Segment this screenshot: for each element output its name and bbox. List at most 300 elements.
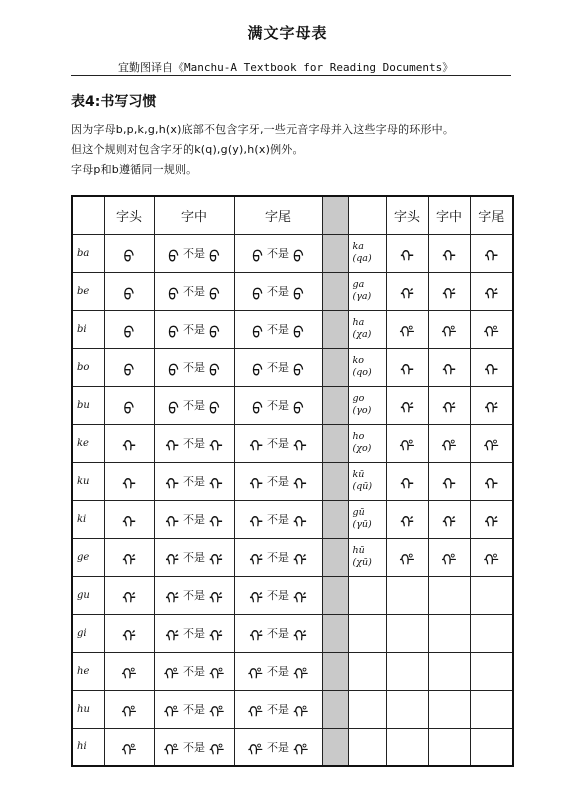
- manchu-glyph: ᡥ: [399, 323, 415, 342]
- not-label: 不是: [183, 513, 205, 526]
- medial-form: [154, 386, 234, 424]
- manchu-glyph: ᠪ: [168, 247, 179, 266]
- manchu-glyph: ᠪ: [209, 247, 220, 266]
- empty-cell: [428, 728, 470, 766]
- manchu-glyph: ᡥ: [163, 665, 179, 684]
- latin-label: [348, 538, 386, 576]
- latin-label: be: [72, 272, 104, 310]
- manchu-glyph: ᠪ: [293, 361, 304, 380]
- not-label: 不是: [267, 285, 289, 298]
- table-row: [72, 386, 513, 424]
- manchu-glyph: ᠪ: [293, 323, 304, 342]
- final-form: [470, 272, 513, 310]
- final-form: [234, 462, 322, 500]
- manchu-glyph: ᡤ: [249, 589, 263, 608]
- latin-main: go: [352, 393, 365, 404]
- empty-cell: [470, 728, 513, 766]
- manchu-glyph: ᡴ: [293, 437, 307, 456]
- not-label: 不是: [267, 513, 289, 526]
- gap-column: [322, 424, 348, 462]
- manchu-glyph: ᡴ: [400, 475, 414, 494]
- table-header-row: [72, 196, 513, 234]
- medial-form: [428, 500, 470, 538]
- latin-main: kū: [352, 469, 365, 480]
- initial-form: [104, 272, 154, 310]
- latin-label: ki: [72, 500, 104, 538]
- medial-comparison: [155, 581, 234, 609]
- not-label: 不是: [267, 589, 289, 602]
- manchu-glyph: ᡴ: [165, 475, 179, 494]
- not-label: 不是: [183, 285, 205, 298]
- final-comparison: [235, 239, 322, 267]
- latin-alt: (χo): [352, 443, 372, 454]
- header-medial-right: 字中: [428, 196, 470, 234]
- medial-comparison: [155, 429, 234, 457]
- manchu-glyph: ᠪ: [209, 399, 220, 418]
- latin-label: [348, 424, 386, 462]
- manchu-glyph: ᠪ: [123, 247, 135, 266]
- manchu-glyph: ᡥ: [293, 703, 309, 722]
- manchu-glyph: ᠪ: [252, 323, 263, 342]
- manchu-glyph: ᠪ: [168, 399, 179, 418]
- gap-column: [322, 234, 348, 272]
- not-label: 不是: [183, 589, 205, 602]
- manchu-glyph: ᡤ: [122, 551, 136, 570]
- manchu-glyph: ᡴ: [249, 437, 263, 456]
- final-form: [234, 272, 322, 310]
- header-medial-left: 字中: [154, 196, 234, 234]
- medial-comparison: [155, 467, 234, 495]
- manchu-glyph: ᠪ: [123, 399, 135, 418]
- empty-cell: [428, 690, 470, 728]
- final-comparison: [235, 277, 322, 305]
- manchu-glyph: ᡴ: [122, 475, 136, 494]
- manchu-glyph: ᡥ: [209, 740, 225, 760]
- manchu-glyph: ᡤ: [293, 551, 307, 570]
- not-label: 不是: [183, 247, 205, 260]
- medial-form: [154, 652, 234, 690]
- latin-main: hū: [352, 545, 365, 556]
- manchu-glyph: ᡥ: [121, 703, 137, 722]
- final-comparison: [235, 581, 322, 609]
- manchu-glyph: ᠪ: [293, 399, 304, 418]
- manchu-glyph: ᡴ: [209, 437, 223, 456]
- final-form: [470, 234, 513, 272]
- manchu-glyph: ᡥ: [247, 665, 263, 684]
- medial-comparison: [155, 315, 234, 343]
- empty-cell: [386, 614, 428, 652]
- final-form: [470, 424, 513, 462]
- empty-cell: [386, 728, 428, 766]
- manchu-glyph: ᡤ: [293, 589, 307, 608]
- manchu-glyph: ᡤ: [484, 399, 499, 418]
- manchu-glyph: ᡴ: [122, 513, 136, 532]
- empty-cell: [470, 614, 513, 652]
- medial-form: [154, 310, 234, 348]
- medial-form: [154, 234, 234, 272]
- manchu-glyph: ᡤ: [400, 285, 414, 304]
- manchu-glyph: ᡴ: [293, 475, 307, 494]
- manchu-glyph: ᡴ: [249, 475, 263, 494]
- initial-form: [386, 234, 428, 272]
- latin-label: he: [72, 652, 104, 690]
- latin-alt: (γo): [352, 405, 372, 416]
- manchu-glyph: ᠪ: [209, 285, 220, 304]
- latin-main: ga: [352, 279, 365, 290]
- latin-alt: (qū): [352, 481, 373, 492]
- medial-form: [428, 348, 470, 386]
- final-comparison: [235, 391, 322, 419]
- gap-column: [322, 728, 348, 766]
- final-comparison: [235, 543, 322, 571]
- medial-comparison: [155, 657, 234, 685]
- final-form: [470, 500, 513, 538]
- table-row: [72, 348, 513, 386]
- empty-cell: [470, 576, 513, 614]
- initial-form: [104, 728, 154, 766]
- gap-column: [322, 348, 348, 386]
- latin-main: ka: [352, 241, 364, 252]
- page-title: 满文字母表: [247, 24, 328, 42]
- gap-column: [322, 310, 348, 348]
- manchu-glyph: ᡤ: [165, 551, 179, 570]
- medial-comparison: [155, 695, 234, 723]
- medial-comparison: [155, 505, 234, 533]
- not-label: 不是: [267, 665, 289, 678]
- manchu-glyph: ᡤ: [165, 627, 179, 646]
- latin-alt: (χū): [352, 557, 372, 568]
- initial-form: [386, 462, 428, 500]
- manchu-glyph: ᡤ: [122, 627, 136, 646]
- initial-form: [104, 500, 154, 538]
- latin-label: bu: [72, 386, 104, 424]
- gap-column: [322, 538, 348, 576]
- not-label: 不是: [183, 703, 205, 716]
- gap-column: [322, 272, 348, 310]
- initial-form: [386, 500, 428, 538]
- latin-label: bo: [72, 348, 104, 386]
- manchu-glyph: ᡥ: [209, 703, 225, 722]
- latin-alt: (qo): [352, 367, 372, 378]
- medial-form: [154, 728, 234, 766]
- manchu-glyph: ᡴ: [442, 475, 456, 494]
- latin-label: [348, 386, 386, 424]
- latin-label: bi: [72, 310, 104, 348]
- header-divider: [71, 75, 511, 76]
- not-label: 不是: [183, 665, 205, 678]
- latin-label: hu: [72, 690, 104, 728]
- manchu-glyph: ᡤ: [442, 399, 456, 418]
- medial-form: [154, 690, 234, 728]
- manchu-glyph: ᡤ: [484, 513, 499, 532]
- not-label: 不是: [267, 627, 289, 640]
- header-final-left: 字尾: [234, 196, 322, 234]
- latin-label: [348, 462, 386, 500]
- manchu-glyph: ᡥ: [483, 323, 499, 342]
- empty-cell: [348, 728, 386, 766]
- final-comparison: [235, 353, 322, 381]
- empty-cell: [386, 576, 428, 614]
- manchu-glyph: ᡥ: [163, 740, 179, 760]
- table-row: [72, 538, 513, 576]
- latin-label: ge: [72, 538, 104, 576]
- latin-label: [348, 310, 386, 348]
- manchu-glyph: ᡤ: [400, 513, 414, 532]
- latin-label: [348, 272, 386, 310]
- header-initial-left: 字头: [104, 196, 154, 234]
- final-form: [234, 690, 322, 728]
- latin-label: hi: [72, 728, 104, 766]
- latin-alt: (qa): [352, 253, 372, 264]
- final-comparison: [235, 467, 322, 495]
- final-comparison: [235, 315, 322, 343]
- manchu-glyph: ᡴ: [442, 247, 456, 266]
- empty-cell: [386, 690, 428, 728]
- table-row: [72, 690, 513, 728]
- manchu-glyph: ᠪ: [293, 285, 304, 304]
- manchu-glyph: ᡥ: [247, 740, 263, 760]
- medial-comparison: [155, 391, 234, 419]
- medial-form: [428, 310, 470, 348]
- manchu-glyph: ᡴ: [293, 513, 307, 532]
- not-label: 不是: [183, 627, 205, 640]
- final-form: [234, 234, 322, 272]
- medial-form: [154, 348, 234, 386]
- manchu-glyph: ᠪ: [252, 247, 263, 266]
- not-label: 不是: [183, 740, 205, 754]
- medial-form: [428, 462, 470, 500]
- medial-comparison: [155, 619, 234, 647]
- medial-form: [428, 538, 470, 576]
- manchu-glyph: ᡴ: [165, 437, 179, 456]
- initial-form: [104, 234, 154, 272]
- gap-column: [322, 462, 348, 500]
- not-label: 不是: [267, 740, 289, 754]
- latin-main: ko: [352, 355, 364, 366]
- manchu-glyph: ᠪ: [252, 399, 263, 418]
- initial-form: [104, 462, 154, 500]
- manchu-glyph: ᠪ: [209, 323, 220, 342]
- initial-form: [104, 386, 154, 424]
- medial-form: [154, 538, 234, 576]
- not-label: 不是: [267, 703, 289, 716]
- final-comparison: [235, 619, 322, 647]
- initial-form: [104, 538, 154, 576]
- manchu-glyph: ᠪ: [168, 285, 179, 304]
- initial-form: [104, 424, 154, 462]
- not-label: 不是: [267, 399, 289, 412]
- manchu-glyph: ᡤ: [249, 627, 263, 646]
- table-row: [72, 424, 513, 462]
- paragraph-1: 因为字母b,p,k,g,h(x)底部不包含字牙,一些元音字母并入这些字母的环形中。: [71, 123, 455, 136]
- latin-label: ba: [72, 234, 104, 272]
- manchu-glyph: ᡴ: [165, 513, 179, 532]
- manchu-glyph: ᡴ: [400, 361, 414, 380]
- manchu-glyph: ᡥ: [441, 551, 457, 570]
- manchu-glyph: ᠪ: [209, 361, 220, 380]
- medial-comparison: [155, 543, 234, 571]
- header-final-right: 字尾: [470, 196, 513, 234]
- final-form: [234, 614, 322, 652]
- not-label: 不是: [267, 361, 289, 374]
- manchu-glyph: ᡤ: [122, 589, 136, 608]
- manchu-glyph: ᡥ: [247, 703, 263, 722]
- latin-main: ho: [352, 431, 365, 442]
- final-form: [470, 310, 513, 348]
- medial-form: [154, 462, 234, 500]
- medial-form: [154, 424, 234, 462]
- manchu-glyph: ᡥ: [163, 703, 179, 722]
- alphabet-table: [71, 195, 514, 767]
- manchu-glyph: ᡴ: [400, 247, 414, 266]
- latin-main: ha: [352, 317, 365, 328]
- gap-column: [322, 690, 348, 728]
- final-form: [470, 462, 513, 500]
- manchu-glyph: ᡥ: [441, 437, 457, 456]
- final-comparison: [235, 733, 322, 761]
- initial-form: [386, 386, 428, 424]
- manchu-glyph: ᡤ: [165, 589, 179, 608]
- manchu-glyph: ᡥ: [483, 437, 499, 456]
- manchu-glyph: ᡥ: [441, 323, 457, 342]
- initial-form: [104, 614, 154, 652]
- header-initial-right: 字头: [386, 196, 428, 234]
- manchu-glyph: ᠪ: [168, 361, 179, 380]
- initial-form: [104, 690, 154, 728]
- manchu-glyph: ᡴ: [209, 513, 223, 532]
- medial-form: [428, 424, 470, 462]
- manchu-glyph: ᡥ: [399, 551, 415, 570]
- source-citation: 宜勤图译自《Manchu-A Textbook for Reading Documents》: [118, 61, 454, 74]
- initial-form: [386, 272, 428, 310]
- empty-cell: [428, 614, 470, 652]
- initial-form: [386, 310, 428, 348]
- manchu-glyph: ᡥ: [483, 551, 499, 570]
- manchu-glyph: ᡥ: [293, 665, 309, 684]
- manchu-glyph: ᡤ: [293, 627, 307, 646]
- manchu-glyph: ᡤ: [209, 589, 223, 608]
- manchu-glyph: ᠪ: [123, 361, 135, 380]
- empty-cell: [348, 614, 386, 652]
- medial-form: [154, 576, 234, 614]
- not-label: 不是: [267, 475, 289, 488]
- manchu-glyph: ᠪ: [252, 361, 263, 380]
- table-row: [72, 652, 513, 690]
- table-row: [72, 462, 513, 500]
- manchu-glyph: ᡤ: [209, 627, 223, 646]
- table-row: [72, 728, 513, 766]
- final-form: [234, 728, 322, 766]
- latin-main: gū: [352, 507, 365, 518]
- final-comparison: [235, 657, 322, 685]
- header-blank-right: [348, 196, 386, 234]
- table-row: [72, 234, 513, 272]
- table-row: [72, 310, 513, 348]
- medial-comparison: [155, 277, 234, 305]
- final-form: [234, 348, 322, 386]
- not-label: 不是: [183, 437, 205, 450]
- gap-column: [322, 196, 348, 234]
- final-form: [234, 538, 322, 576]
- initial-form: [104, 576, 154, 614]
- manchu-glyph: ᠪ: [252, 285, 263, 304]
- gap-column: [322, 652, 348, 690]
- manchu-glyph: ᠪ: [293, 247, 304, 266]
- not-label: 不是: [183, 361, 205, 374]
- latin-label: ke: [72, 424, 104, 462]
- latin-label: [348, 500, 386, 538]
- manchu-glyph: ᠪ: [168, 323, 179, 342]
- final-comparison: [235, 505, 322, 533]
- latin-alt: (γa): [352, 291, 372, 302]
- paragraph-2: 但这个规则对包含字牙的k(q),g(y),h(x)例外。: [71, 143, 304, 156]
- table-row: [72, 614, 513, 652]
- not-label: 不是: [267, 323, 289, 336]
- latin-alt: (χa): [352, 329, 372, 340]
- final-form: [234, 386, 322, 424]
- empty-cell: [348, 576, 386, 614]
- empty-cell: [470, 652, 513, 690]
- medial-form: [154, 500, 234, 538]
- manchu-glyph: ᡥ: [399, 437, 415, 456]
- manchu-glyph: ᡥ: [121, 665, 137, 684]
- table-row: [72, 500, 513, 538]
- manchu-glyph: ᡥ: [293, 740, 309, 760]
- table-row: [72, 272, 513, 310]
- section-heading: 表4:书写习惯: [71, 94, 157, 110]
- medial-form: [428, 272, 470, 310]
- empty-cell: [348, 690, 386, 728]
- initial-form: [104, 348, 154, 386]
- final-form: [470, 538, 513, 576]
- medial-comparison: [155, 239, 234, 267]
- gap-column: [322, 614, 348, 652]
- initial-form: [104, 652, 154, 690]
- manchu-glyph: ᡥ: [121, 740, 137, 760]
- initial-form: [104, 310, 154, 348]
- latin-label: [348, 234, 386, 272]
- final-form: [234, 652, 322, 690]
- header-blank-left: [72, 196, 104, 234]
- final-form: [470, 386, 513, 424]
- manchu-glyph: ᡤ: [484, 285, 499, 304]
- empty-cell: [386, 652, 428, 690]
- final-form: [470, 348, 513, 386]
- manchu-glyph: ᡴ: [484, 247, 499, 266]
- medial-form: [428, 386, 470, 424]
- latin-label: ku: [72, 462, 104, 500]
- manchu-glyph: ᡴ: [484, 475, 499, 494]
- initial-form: [386, 348, 428, 386]
- gap-column: [322, 500, 348, 538]
- not-label: 不是: [183, 323, 205, 336]
- manchu-glyph: ᡤ: [400, 399, 414, 418]
- manchu-glyph: ᡴ: [209, 475, 223, 494]
- latin-label: gi: [72, 614, 104, 652]
- manchu-glyph: ᡴ: [249, 513, 263, 532]
- empty-cell: [428, 652, 470, 690]
- final-form: [234, 310, 322, 348]
- manchu-glyph: ᡤ: [209, 551, 223, 570]
- empty-cell: [428, 576, 470, 614]
- manchu-glyph: ᡥ: [209, 665, 225, 684]
- not-label: 不是: [267, 437, 289, 450]
- medial-comparison: [155, 733, 234, 761]
- final-form: [234, 424, 322, 462]
- manchu-glyph: ᠪ: [123, 285, 135, 304]
- final-comparison: [235, 695, 322, 723]
- final-form: [234, 576, 322, 614]
